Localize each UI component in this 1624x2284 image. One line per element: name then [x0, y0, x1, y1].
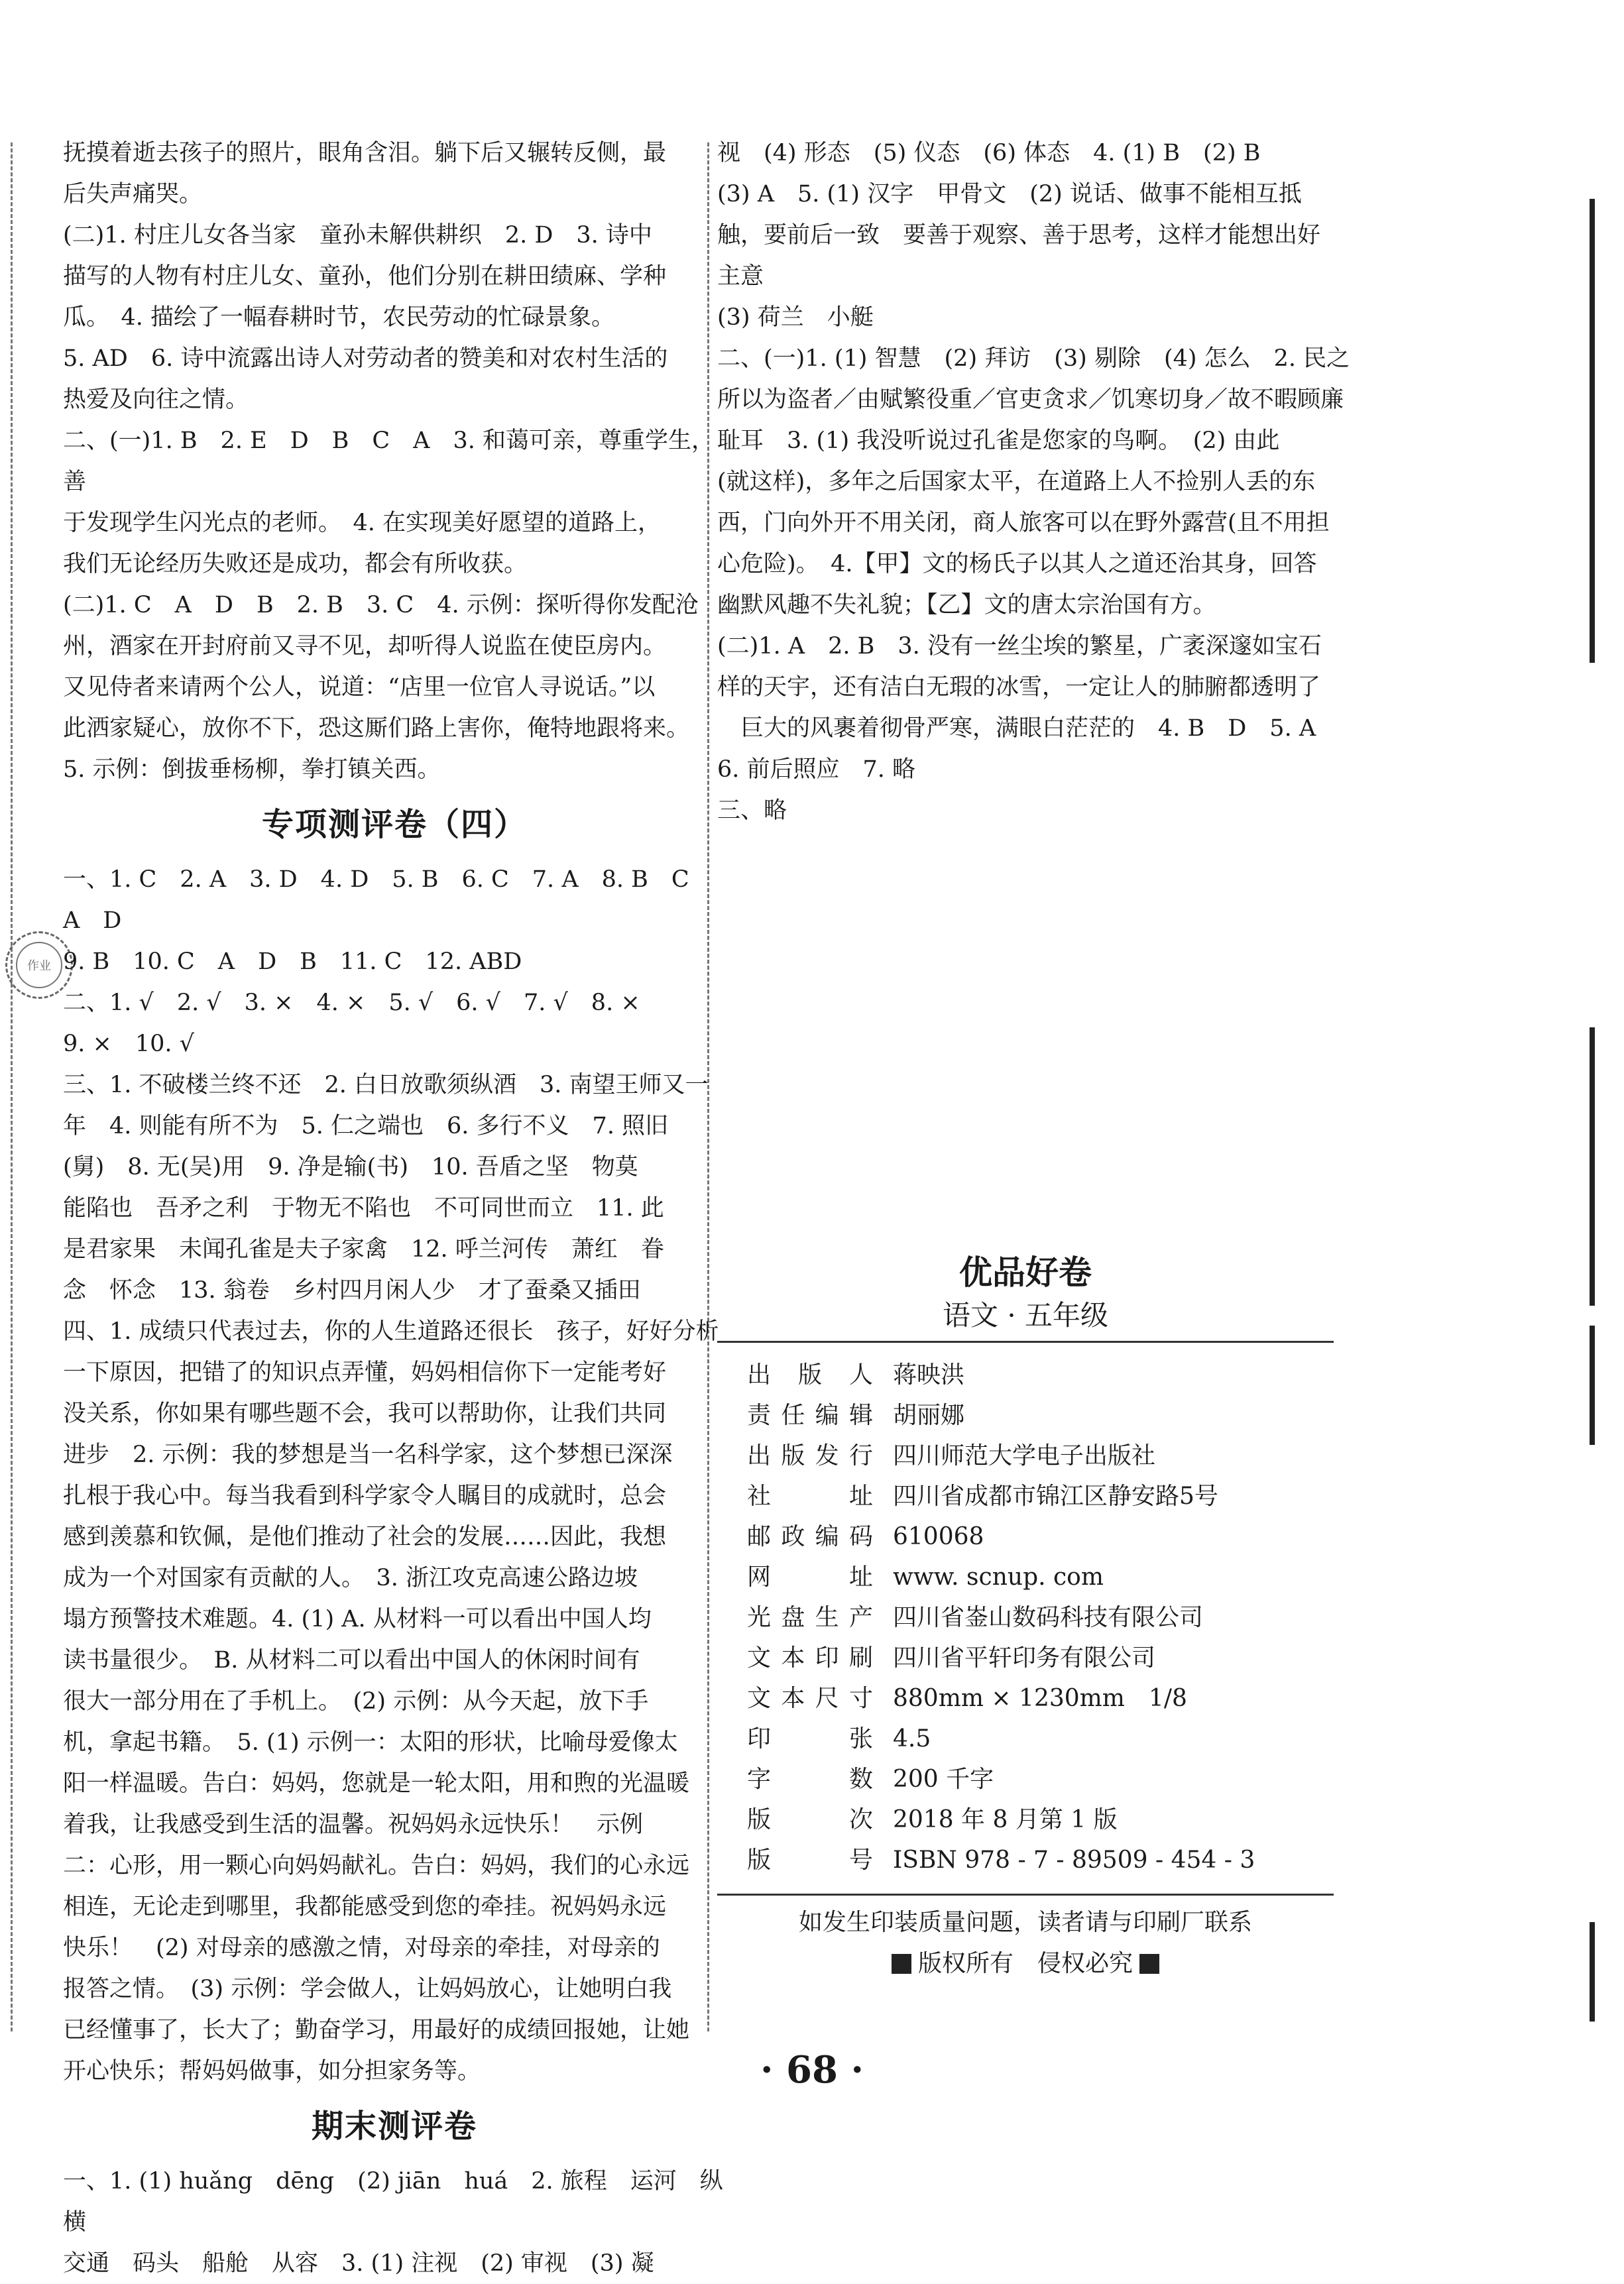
- answer-line: 幽默风趣不失礼貌；【乙】文的唐太宗治国有方。: [717, 592, 1216, 618]
- answer-line: 瓜。 4. 描绘了一幅春耕时节，农民劳动的忙碌景象。: [63, 304, 615, 331]
- answer-line: 心危险)。 4.【甲】文的杨氏子以其人之道还治其身，回答: [717, 551, 1317, 577]
- imprint-label: 出版人: [747, 1361, 873, 1389]
- answer-line: 热爱及向往之情。: [63, 386, 249, 413]
- imprint-label: 印张: [747, 1725, 873, 1752]
- imprint-label: 文本印刷: [747, 1644, 873, 1672]
- answer-line: 主意: [717, 263, 764, 290]
- answer-line: (舅) 8. 无(吴)用 9. 净是输(书) 10. 吾盾之坚 物莫: [63, 1154, 638, 1180]
- imprint-row: [717, 1395, 1334, 1436]
- imprint-label: 字数: [747, 1766, 873, 1793]
- answer-line: (就这样)，多年之后国家太平，在道路上人不捡别人丢的东: [717, 469, 1316, 495]
- answer-line: 抚摸着逝去孩子的照片，眼角含泪。躺下后又辗转反侧，最: [63, 140, 667, 166]
- answer-line: 年 4. 则能有所不为 5. 仁之端也 6. 多行不义 7. 照旧: [63, 1113, 669, 1139]
- section-heading-special-test-4: 专项测评卷（四）: [261, 806, 527, 843]
- colophon: [717, 1249, 1334, 1984]
- answer-line: 一、1. C 2. A 3. D 4. D 5. B 6. C 7. A 8. B C A D: [63, 866, 713, 934]
- imprint-label: 责任编辑: [747, 1402, 873, 1429]
- square-bullet-icon: [892, 1954, 911, 1974]
- copyright-line: [717, 1943, 1334, 1984]
- answer-line: 四、1. 成绩只代表过去，你的人生道路还很长 孩子，好好分析: [63, 1318, 719, 1345]
- answer-line: 能陷也 吾矛之利 于物无不陷也 不可同世而立 11. 此: [63, 1195, 664, 1222]
- left-margin-dashed-line: [11, 143, 13, 2031]
- colophon-subtitle: 语文 · 五年级: [942, 1299, 1109, 1332]
- page-number: · 68 ·: [760, 2048, 864, 2092]
- imprint-row: [717, 1678, 1334, 1719]
- imprint-value: 四川省成都市锦江区静安路5号: [893, 1483, 1218, 1510]
- imprint-value: www. scnup. com: [893, 1564, 1104, 1591]
- answer-line: 又见侍者来请两个公人，说道：“店里一位官人寻说话。”以: [63, 674, 656, 701]
- answer-line: 二、1. √ 2. √ 3. × 4. × 5. √ 6. √ 7. √ 8. ×: [63, 990, 640, 1016]
- imprint-value: 四川省崟山数码科技有限公司: [893, 1604, 1204, 1631]
- imprint-value: ISBN 978 - 7 - 89509 - 454 - 3: [893, 1847, 1255, 1874]
- answer-line: 9. × 10. √: [63, 1031, 194, 1057]
- imprint-label: 出版发行: [747, 1442, 873, 1469]
- answer-line: 西，门向外开不用关闭，商人旅客可以在野外露营(且不用担: [717, 510, 1330, 536]
- imprint-row: [717, 1355, 1334, 1395]
- imprint-label: 社址: [747, 1483, 873, 1510]
- imprint-label: 网址: [747, 1564, 873, 1591]
- answer-line: (3) A 5. (1) 汉字 甲骨文 (2) 说话、做事不能相互抵: [717, 181, 1302, 207]
- answer-line: 快乐！ (2) 对母亲的感激之情，对母亲的牵挂，对母亲的: [63, 1935, 660, 1961]
- imprint-row: [717, 1597, 1334, 1638]
- answer-line: 成为一个对国家有贡献的人。 3. 浙江攻克高速公路边坡: [63, 1565, 638, 1591]
- imprint-value: 610068: [893, 1523, 984, 1550]
- answer-line: 读书量很少。 B. 从材料二可以看出中国人的休闲时间有: [63, 1647, 640, 1674]
- answer-line: 进步 2. 示例：我的梦想是当一名科学家，这个梦想已深深: [63, 1442, 673, 1468]
- imprint-row: [717, 1840, 1334, 1880]
- answer-line: 一、1. (1) huǎng dēng (2) jiān huá 2. 旅程 运河 纵横: [63, 2168, 723, 2236]
- answer-line: 塌方预警技术难题。4. (1) A. 从材料一可以看出中国人均: [63, 1606, 652, 1632]
- answer-line: (3) 荷兰 小艇: [717, 304, 874, 331]
- imprint-row: [717, 1638, 1334, 1678]
- answer-line: 6. 前后照应 7. 略: [717, 756, 916, 783]
- answer-line: 没关系，你如果有哪些题不会，我可以帮助你，让我们共同: [63, 1400, 667, 1427]
- answer-line: 描写的人物有村庄儿女、童孙，他们分别在耕田绩麻、学种: [63, 263, 667, 290]
- answer-line: 交通 码头 船舱 从容 3. (1) 注视 (2) 审视 (3) 凝: [63, 2250, 654, 2277]
- answers-block-3: [63, 2161, 726, 2284]
- imprint-value: 2018 年 8 月第 1 版: [893, 1806, 1118, 1833]
- imprint-label: 光盘生产: [747, 1604, 873, 1631]
- imprint-label: 版号: [747, 1847, 873, 1874]
- imprint-table: [717, 1355, 1334, 1880]
- right-column: [717, 133, 1354, 831]
- answer-line: 三、1. 不破楼兰终不还 2. 白日放歌须纵酒 3. 南望王师又一: [63, 1072, 709, 1098]
- answer-line: 触，要前后一致 要善于观察、善于思考，这样才能想出好: [717, 222, 1321, 249]
- imprint-value: 880mm × 1230mm 1/8: [893, 1685, 1187, 1712]
- answer-line: 感到羡慕和钦佩，是他们推动了社会的发展……因此，我想: [63, 1524, 667, 1550]
- quality-notice: 如发生印装质量问题，读者请与印刷厂联系: [798, 1909, 1252, 1936]
- imprint-label: 文本尺寸: [747, 1685, 873, 1712]
- imprint-value: 四川省平轩印务有限公司: [893, 1644, 1156, 1672]
- answer-line: 扎根于我心中。每当我看到科学家令人瞩目的成就时，总会: [63, 1483, 667, 1509]
- answer-line: 视 (4) 形态 (5) 仪态 (6) 体态 4. (1) B (2) B: [717, 140, 1261, 166]
- answer-line: 巨大的风裹着彻骨严寒，满眼白茫茫的 4. B D 5. A: [717, 715, 1316, 742]
- colophon-bottom-rule: [717, 1894, 1334, 1896]
- square-bullet-icon: [1139, 1954, 1159, 1974]
- answer-line: 报答之情。 (3) 示例：学会做人，让妈妈放心，让她明白我: [63, 1976, 672, 2002]
- imprint-value: 4.5: [893, 1725, 931, 1752]
- imprint-row: [717, 1759, 1334, 1799]
- answer-line: (二)1. A 2. B 3. 没有一丝尘埃的繁星，广袤深邃如宝石: [717, 633, 1322, 659]
- answer-line: 一下原因，把错了的知识点弄懂，妈妈相信你下一定能考好: [63, 1359, 667, 1386]
- answer-line: 相连，无论走到哪里，我都能感受到您的牵挂。祝妈妈永远: [63, 1894, 667, 1920]
- imprint-row: [717, 1799, 1334, 1840]
- imprint-value: 200 千字: [893, 1766, 994, 1793]
- answer-line: 开心快乐；帮妈妈做事，如分担家务等。: [63, 2058, 481, 2084]
- answer-line: 于发现学生闪光点的老师。 4. 在实现美好愿望的道路上，: [63, 510, 662, 536]
- imprint-row: [717, 1436, 1334, 1476]
- answer-line: 二：心形，用一颗心向妈妈献礼。告白：妈妈，我们的心永远: [63, 1853, 690, 1879]
- answer-line: 着我，让我感受到生活的温馨。祝妈妈永远快乐！ 示例: [63, 1811, 644, 1838]
- imprint-value: 胡丽娜: [893, 1402, 965, 1429]
- left-column: [63, 133, 726, 2284]
- answer-line: 9. B 10. C A D B 11. C 12. ABD: [63, 948, 522, 975]
- answer-line: 此洒家疑心，放你不下，恐这厮们路上害你，俺特地跟将来。: [63, 715, 690, 742]
- answer-line: 三、略: [717, 797, 787, 824]
- imprint-value: 四川师范大学电子出版社: [893, 1442, 1156, 1469]
- answer-line: 5. AD 6. 诗中流露出诗人对劳动者的赞美和对农村生活的: [63, 345, 668, 372]
- stamp-text: 作业: [27, 959, 51, 973]
- answer-line: 二、(一)1. B 2. E D B C A 3. 和蔼可亲，尊重学生，善: [63, 428, 715, 495]
- answer-line: 样的天宇，还有洁白无瑕的冰雪，一定让人的肺腑都透明了: [717, 674, 1321, 701]
- imprint-row: [717, 1476, 1334, 1516]
- answer-line: 念 怀念 13. 翁卷 乡村四月闲人少 才了蚕桑又插田: [63, 1277, 641, 1304]
- answers-block-1: [63, 133, 726, 790]
- imprint-label: 版次: [747, 1806, 873, 1833]
- answer-line: 后失声痛哭。: [63, 181, 203, 207]
- answer-line: 5. 示例：倒拔垂杨柳，拳打镇关西。: [63, 756, 441, 783]
- section-heading-final-test: 期末测评卷: [311, 2108, 477, 2145]
- colophon-title: 优品好卷: [959, 1253, 1092, 1292]
- imprint-row: [717, 1719, 1334, 1759]
- scan-edge-artifact: [1590, 199, 1596, 2022]
- answer-line: 我们无论经历失败还是成功，都会有所收获。: [63, 551, 528, 577]
- answer-line: 阳一样温暖。告白：妈妈，您就是一轮太阳，用和煦的光温暖: [63, 1770, 690, 1797]
- answer-line: 机，拿起书籍。 5. (1) 示例一：太阳的形状，比喻母爱像太: [63, 1729, 678, 1756]
- answer-line: 是君家果 未闻孔雀是夫子家禽 12. 呼兰河传 萧红 眷: [63, 1236, 664, 1263]
- colophon-top-rule: [717, 1341, 1334, 1343]
- rights-text: 版权所有 侵权必究: [917, 1950, 1133, 1977]
- answer-line: 二、(一)1. (1) 智慧 (2) 拜访 (3) 剔除 (4) 怎么 2. 民之: [717, 345, 1350, 372]
- answer-line: 已经懂事了，长大了；勤奋学习，用最好的成绩回报她，让她: [63, 2017, 690, 2043]
- answer-line: 很大一部分用在了手机上。 (2) 示例：从今天起，放下手: [63, 1688, 649, 1715]
- answer-line: (二)1. 村庄儿女各当家 童孙未解供耕织 2. D 3. 诗中: [63, 222, 652, 249]
- answer-line: 耻耳 3. (1) 我没听说过孔雀是您家的鸟啊。 (2) 由此: [717, 428, 1280, 454]
- imprint-row: [717, 1557, 1334, 1597]
- imprint-label: 邮政编码: [747, 1523, 873, 1550]
- imprint-row: [717, 1516, 1334, 1557]
- answer-line: 所以为盗者／由赋繁役重／官吏贪求／饥寒切身／故不暇顾廉: [717, 386, 1344, 413]
- imprint-value: 蒋映洪: [893, 1361, 965, 1389]
- answer-line: 州，酒家在开封府前又寻不见，却听得人说监在使臣房内。: [63, 633, 667, 659]
- answers-block-2: [63, 859, 726, 2092]
- answer-line: (二)1. C A D B 2. B 3. C 4. 示例：探听得你发配沧: [63, 592, 699, 618]
